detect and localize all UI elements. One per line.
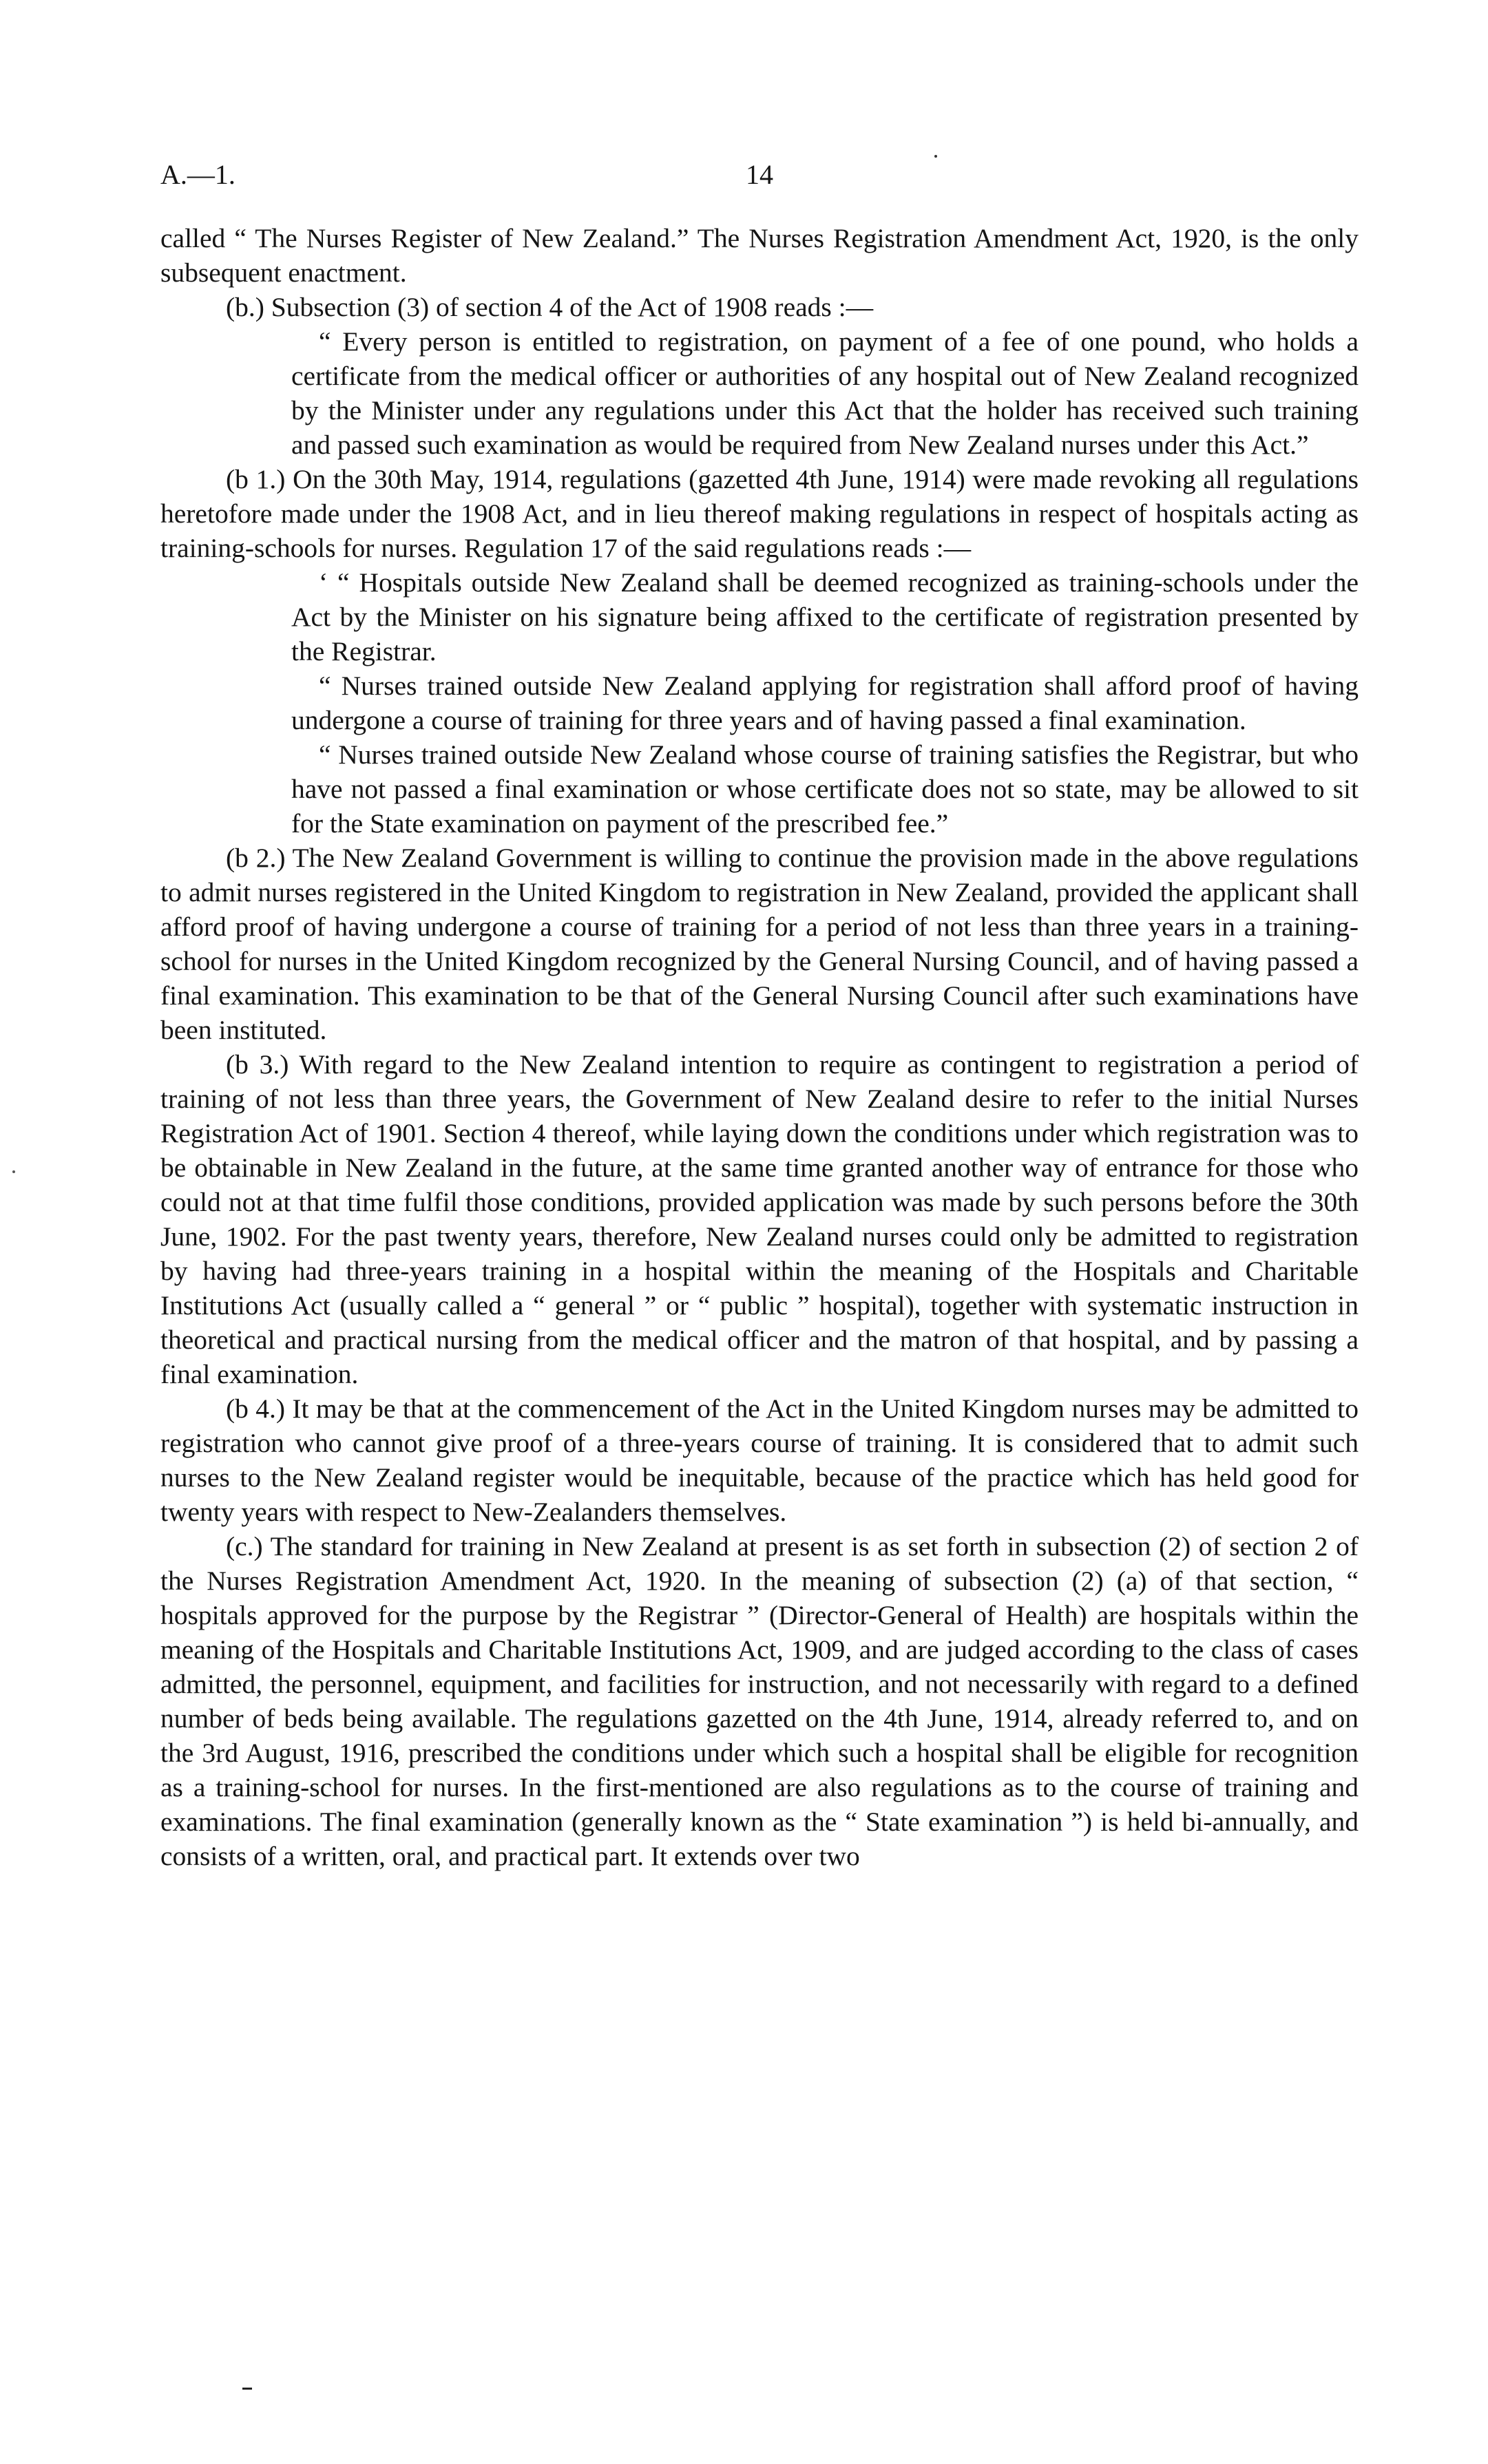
paragraph-b2: (b 2.) The New Zealand Government is willing to continue the provision made in the above regulations to admit nurses registered in the United Kingdom to registration in New Zealand, provided the applicant shall afford proof of having undergone a course of training for a period of not less than three years in a training-school for nurses in the United Kingdom recognized by the General Nursing Council, and of having passed a final examination. This examination to be that of the General Nursing Council after such examinations have been instituted. (160, 843, 1359, 1045)
paragraph-b4: (b 4.) It may be that at the commencement of the Act in the United Kingdom nurses may be admitted to registration who cannot give proof of a three-years course of training. It is considered that to admit such nurses to the New Zealand register would be inequitable, because of the practice which has held good for twenty years with respect to New-Zealanders themselves. (160, 1393, 1359, 1527)
quote-regulation-17-c: “ Nurses trained outside New Zealand whose course of training satisfies the Registrar, but who have not passed a final examination or whose certificate does not so state, may be allowed to sit for the State examination on payment of the prescribed fee.” (291, 739, 1359, 839)
paragraph-b1: (b 1.) On the 30th May, 1914, regulations (gazetted 4th June, 1914) were made revoking all regulations heretofore made under the 1908 Act, and in lieu thereof making regulations in respect of hospitals acting as training-schools for nurses. Regulation 17 of the said regulations reads :— (160, 464, 1359, 563)
page-header (160, 158, 1359, 200)
footer-dash (242, 2388, 252, 2390)
paragraph-c: (c.) The standard for training in New Zealand at present is as set forth in subsection (2) of section 2 of the Nurses Registration Amendment Act, 1920. In the meaning of subsection (2) (a) of that section, “ hospitals approved for the purpose by the Registrar ” (Director-General of Health) are hospitals within the meaning of the Hospitals and Charitable Institutions Act, 1909, and are judged according to the class of cases admitted, the personnel, equipment, and facilities for instruction, and not necessarily with regard to a defined number of beds being available. The regulations gazetted on the 4th June, 1914, already referred to, and on the 3rd August, 1916, prescribed the conditions under which such a hospital shall be eligible for recognition as a training-school for nurses. In the first-mentioned are also regulations as to the course of training and examinations. The final examination (generally known as the “ State examination ”) is held bi-annually, and consists of a written, oral, and practical part. It extends over two (160, 1531, 1359, 1871)
page-number: 14 (746, 159, 773, 190)
quote-regulation-17-a: ‘ “ Hospitals outside New Zealand shall be deemed recognized as training-schools under the Act by the Minister on his signature being affixed to the certificate of registration presented by the Registrar. (291, 567, 1359, 666)
quote-section-4: “ Every person is entitled to registration, on payment of a fee of one pound, who holds a certificate from the medical officer or authorities of any hospital out of New Zealand recognized by the Minister under any regulations under this Act that the holder has received such training and passed such examination as would be required from New Zealand nurses under this Act.” (291, 326, 1359, 460)
series-reference: A.—1. (160, 159, 235, 190)
paragraph-b3: (b 3.) With regard to the New Zealand intention to require as contingent to registration a period of training of not less than three years, the Government of New Zealand desire to refer to the initial Nurses Registration Act of 1901. Section 4 thereof, while laying down the conditions under which registration was to be obtainable in New Zealand in the future, at the same time granted another way of entrance for those who could not at that time fulfil those conditions, provided application was made by such persons before the 30th June, 1902. For the past twenty years, therefore, New Zealand nurses could only be admitted to registration by having had three-years training in a hospital within the meaning of the Hospitals and Charitable Institutions Act (usually called a “ general ” or “ public ” hospital), together with systematic instruction in theoretical and practical nursing from the medical officer and the matron of that hospital, and by passing a final examination. (160, 1049, 1359, 1389)
body-text (160, 221, 1359, 1873)
quote-regulation-17-b: “ Nurses trained outside New Zealand applying for registration shall afford proof of having undergone a course of training for three years and of having passed a final examination. (291, 671, 1359, 735)
scan-speck (934, 155, 937, 158)
paragraph-continuation: called “ The Nurses Register of New Zealand.” The Nurses Registration Amendment Act, 1920, is the only subsequent enactment. (160, 223, 1359, 288)
paragraph-b: (b.) Subsection (3) of section 4 of the Act of 1908 reads :— (226, 292, 874, 322)
scan-speck (12, 1170, 15, 1173)
